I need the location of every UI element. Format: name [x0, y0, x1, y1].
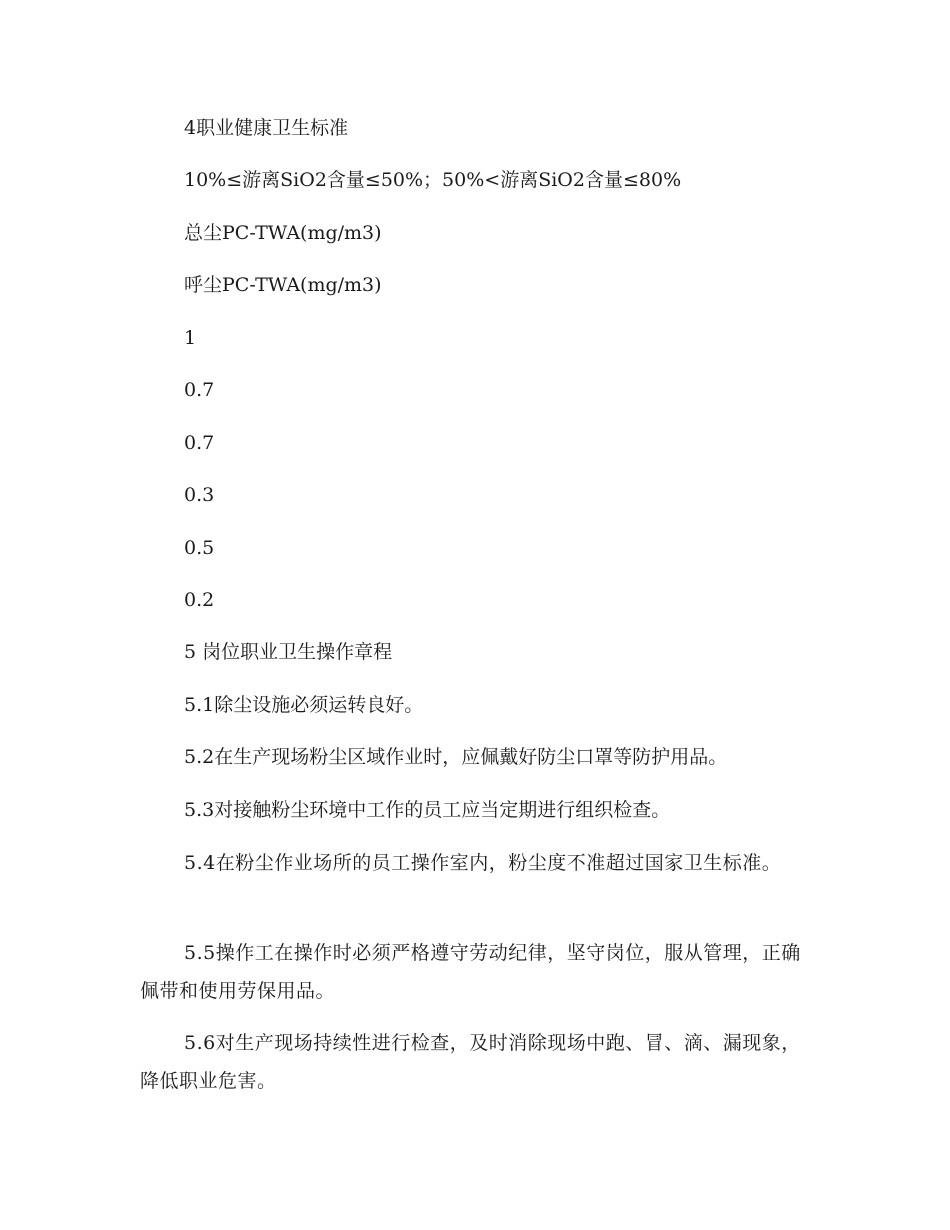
- value-line: 0.5: [184, 537, 215, 559]
- value-line: 0.7: [184, 432, 215, 454]
- clause-5-6: 5.6对生产现场持续性进行检查，及时消除现场中跑、冒、滴、漏现象，降低职业危害。: [140, 1032, 801, 1092]
- value-line: 0.3: [184, 484, 215, 506]
- clause-5-3: 5.3对接触粉尘环境中工作的员工应当定期进行组织检查。: [184, 799, 671, 821]
- section-heading-4: 4职业健康卫生标准: [184, 117, 349, 139]
- total-dust-label: 总尘PC-TWA(mg/m3): [184, 222, 382, 244]
- respirable-dust-label: 呼尘PC-TWA(mg/m3): [184, 274, 382, 296]
- clause-5-1: 5.1除尘设施必须运转良好。: [184, 694, 424, 716]
- value-line: 0.2: [184, 589, 215, 611]
- section-heading-5: 5 岗位职业卫生操作章程: [184, 641, 393, 663]
- value-line: 1: [184, 327, 197, 349]
- clause-5-4: 5.4在粉尘作业场所的员工操作室内，粉尘度不准超过国家卫生标准。: [184, 852, 782, 874]
- clause-5-2: 5.2在生产现场粉尘区域作业时，应佩戴好防尘口罩等防护用品。: [184, 746, 728, 768]
- clause-5-5: 5.5操作工在操作时必须严格遵守劳动纪律，坚守岗位，服从管理，正确佩带和使用劳保用品。: [140, 942, 801, 1002]
- sio2-content-range: 10%≤游离SiO2含量≤50%；50%<游离SiO2含量≤80%: [184, 169, 682, 191]
- value-line: 0.7: [184, 379, 215, 401]
